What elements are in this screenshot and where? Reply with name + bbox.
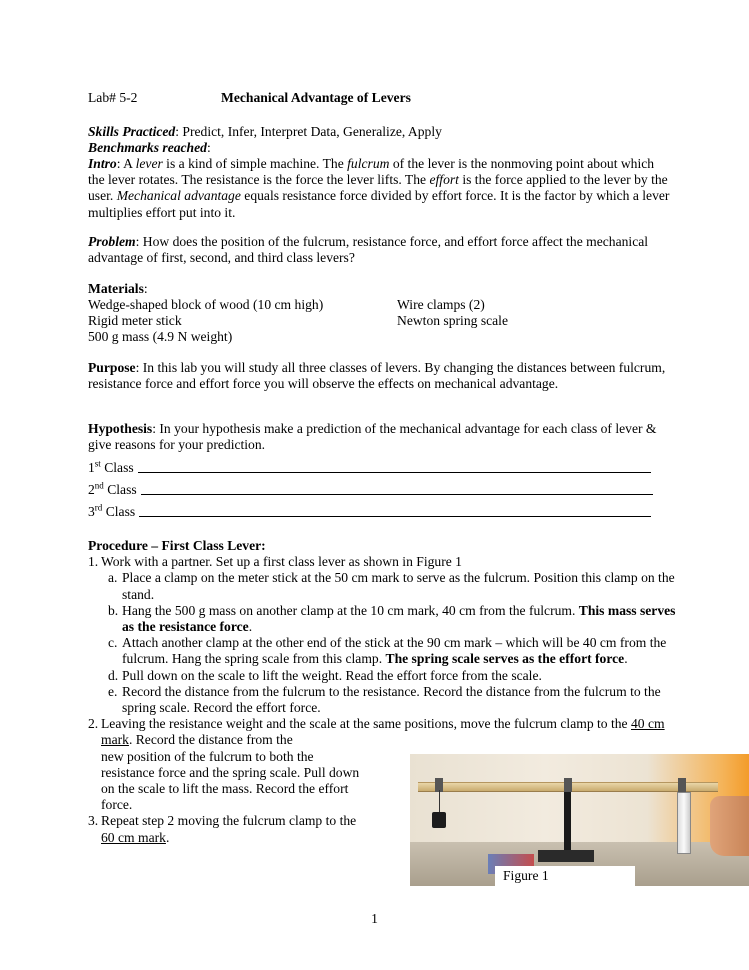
third-class-answer-line[interactable]: 3rd Class — [88, 498, 673, 520]
hypothesis-answer-lines — [88, 454, 673, 520]
materials-left-list — [88, 297, 323, 346]
problem-paragraph: Problem: How does the position of the fulcrum, resistance force, and effort force affect the mechanical advantage of first, second, and third class levers? — [88, 234, 649, 266]
fulcrum-stand — [564, 784, 571, 854]
step-1b: b. Hang the 500 g mass on another clamp at the 10 cm mark, 40 cm from the fulcrum. This mass serves as the resistance force. — [108, 602, 676, 635]
materials-section: Materials: Wedge-shaped block of wood (10 cm high) Rigid meter stick 500 g mass (4.9 N weight) Wire clamps (2) Newton spring scale — [88, 281, 508, 345]
material-item: Newton spring scale — [397, 313, 508, 329]
figure-caption: Figure 1 — [503, 868, 549, 883]
procedure-step-2: 2. Leaving the resistance weight and the scale at the same positions, move the fulcrum clamp to the 40 cm mark. Record the distance from the new position of the fulcrum to both the resistance force and the spring scale. Pull down on the scale to lift the mass. Record the effort force. — [88, 716, 665, 813]
material-item: Wire clamps (2) — [397, 297, 485, 312]
hypothesis-paragraph: Hypothesis: In your hypothesis make a prediction of the mechanical advantage for each class of lever & give reasons for your prediction. — [88, 421, 657, 453]
benchmarks-reached: Benchmarks reached: — [88, 140, 211, 155]
materials-right-list — [397, 297, 508, 329]
figure-1-photo — [410, 754, 749, 886]
procedure-heading: Procedure – First Class Lever: — [88, 538, 266, 553]
purpose-paragraph: Purpose: In this lab you will study all three classes of levers. By changing the distances between fulcrum, resistance force and effort force you will observe the effects on mechanical advantage. — [88, 360, 666, 392]
skills-practiced: Skills Practiced: Predict, Infer, Interpret Data, Generalize, Apply — [88, 124, 442, 139]
step-1a: a. Place a clamp on the meter stick at the 50 cm mark to serve as the fulcrum. Position this clamp on the stand. — [108, 570, 675, 602]
material-item: Wedge-shaped block of wood (10 cm high) — [88, 297, 324, 312]
lab-title-row — [88, 90, 673, 108]
step-1e: e. Record the distance from the fulcrum to the resistance. Record the distance from the fulcrum to the spring scale. Record the effort force. — [108, 683, 661, 716]
procedure-step-3: 3. Repeat step 2 moving the fulcrum clamp to the 60 cm mark. — [88, 813, 357, 845]
step-1c: c. Attach another clamp at the other end of the stick at the 90 cm mark – which will be 40 cm from the fulcrum. Hang the spring scale from this clamp. The spring scale serves as the effort force. — [108, 635, 667, 667]
first-class-answer-line[interactable]: 1st Class — [88, 454, 673, 476]
page-title: Mechanical Advantage of Levers — [221, 90, 411, 105]
page-number: 1 — [371, 911, 378, 926]
figure-caption-box — [495, 866, 635, 886]
second-class-answer-line[interactable]: 2nd Class — [88, 476, 673, 498]
intro-paragraph: Intro: A lever is a kind of simple machine. The fulcrum of the lever is the nonmoving point about which the lever rotates. The resistance is the force the lever lifts. The effort is the force applied to the lever by the user. Mechanical advantage equals resistance force divided by effort force. It is the factor by which a lever multiplies effort put into it. — [88, 156, 670, 220]
procedure-step-1: 1. Work with a partner. Set up a first class lever as shown in Figure 1 a. Place a clamp on the meter stick at the 50 cm mark to serve as the fulcrum. Position this clamp on the stand. b. Hang the 500 g mass on another clamp at the 10 cm mark, 40 cm from the fulcrum. This mass serves as the resistance force. c. Attach another clamp at the other end of the stick at the 90 cm mark – which will be 40 cm from the fulcrum. Hang the spring scale from this clamp. The spring scale serves as the effort force. d. Pull down on the scale to lift the weight. Read the effort force from the scale. e. Record the distance from the fulcrum to the resistance. Record the distance from the fulcrum to the spring scale. Record the effort force. — [88, 554, 678, 716]
material-item: 500 g mass (4.9 N weight) — [88, 329, 233, 345]
lab-number: Lab# 5-2 — [88, 90, 138, 105]
hanging-mass — [432, 812, 446, 828]
material-item: Rigid meter stick — [88, 313, 182, 329]
spring-scale — [677, 792, 691, 854]
step-1d: d. Pull down on the scale to lift the weight. Read the effort force from the scale. — [108, 667, 542, 683]
